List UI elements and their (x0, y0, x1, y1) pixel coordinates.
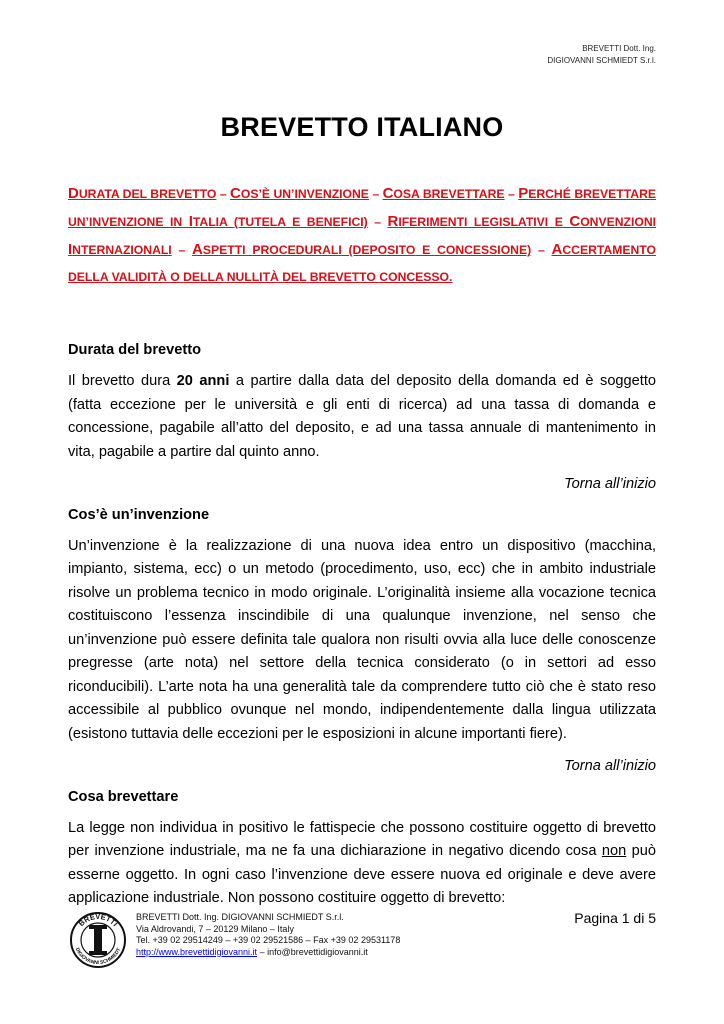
section-heading: Cos’è un’invenzione (68, 506, 210, 523)
main-content (68, 340, 656, 911)
document-header (547, 43, 656, 67)
toc-separator: – (368, 187, 383, 201)
back-to-top-link[interactable]: Torna all’inizio (564, 476, 656, 492)
section-heading: Durata del brevetto (68, 342, 201, 358)
toc-separator: – (504, 187, 519, 201)
toc-separator: – (367, 215, 388, 229)
toc-separator: – (171, 243, 193, 257)
footer-contact-info (136, 912, 400, 958)
company-logo (68, 910, 128, 970)
header-line-2: DIGIOVANNI SCHMIEDT S.r.l. (547, 56, 656, 65)
toc-link[interactable]: COSA BREVETTARE (382, 185, 505, 202)
toc-separator: – (216, 187, 231, 201)
back-to-top-link[interactable]: Torna all’inizio (564, 758, 656, 774)
page-number: Pagina 1 di 5 (574, 910, 656, 926)
footer-phone: Tel. +39 02 29514249 – +39 02 29521586 – Fax +39 02 29531178 (136, 935, 401, 945)
section-cosa (68, 787, 656, 911)
toc-link[interactable]: RIFERIMENTI LEGISLATIVI E CONVENZIONI INTERNAZIONALI (68, 213, 657, 258)
footer-company: BREVETTI Dott. Ing. DIGIOVANNI SCHMIEDT S.r.l. (136, 912, 344, 922)
toc-link[interactable]: DURATA DEL BREVETTO (68, 185, 217, 202)
bold-duration: 20 anni (176, 373, 230, 389)
website-link[interactable]: http://www.brevettidigiovanni.it (136, 946, 258, 957)
page-title: BREVETTO ITALIANO (220, 112, 504, 142)
paragraph: La legge non individua in positivo le fattispecie che possono costituire oggetto di brevetto per invenzione industriale, ma ne fa una dichiarazione in negativo dicendo cosa non può esserne oggetto. In ogni caso l’invenzione deve essere nuova ed originale e deve avere applicazione industriale. Non possono costituire oggetto di brevetto: (68, 819, 656, 906)
paragraph: Un’invenzione è la realizzazione di una nuova idea entro un dispositivo (macchina, impianto, sistema, ecc) o un metodo (procedimento, uso, ecc) che in ambito industriale risolve un problema tecnico in modo originale. L’originalità insieme alla vocazione tecnica costituiscono l’essenza inscindibile di una qualunque invenzione, nel senso che un’invenzione può essere definita tale qualora non risulti ovvia alla luce delle conoscenze pregresse (arte nota) nel settore della tecnica considerato (o in settori ad esso riconducibili). L’arte nota ha una generalità tale da comprendere tutto ciò che è stato reso accessibile al pubblico ovunque nel mondo, indipendentemente dalla lingua utilizzata (esistono tuttavia delle eccezioni per le esposizioni in alcune importanti fiere). (68, 537, 656, 742)
svg-text:BREVETTI: BREVETTI (76, 911, 120, 929)
footer-address: Via Aldrovandi, 7 – 20129 Milano – Italy (136, 923, 294, 934)
toc-link[interactable]: ACCERTAMENTO DELLA VALIDITÀ O DELLA NULLITÀ DEL BREVETTO CONCESSO. (68, 241, 657, 284)
footer-email: – info@brevettidigiovanni.it (257, 946, 368, 957)
section-heading: Cosa brevettare (68, 788, 179, 805)
underlined-word: non (601, 843, 627, 859)
svg-text:DIGIOVANNI SCHMIEDT: DIGIOVANNI SCHMIEDT (73, 947, 123, 967)
toc-link[interactable]: ASPETTI PROCEDURALI (DEPOSITO E CONCESSIONE) (192, 241, 532, 258)
section-durata (68, 340, 656, 497)
page-footer (68, 908, 656, 978)
paragraph: Il brevetto dura 20 anni a partire dalla data del deposito della domanda ed è soggetto (fatta eccezione per le università e gli enti di ricerca) ad una tassa di domanda e concessione, pagabile all’atto del deposito, e ad una tassa annuale di mantenimento in vita, pagabile a partire dal quinto anno. (68, 373, 657, 460)
toc-separator: – (531, 243, 552, 257)
section-invenzione (68, 505, 656, 779)
logo-seal-icon (68, 910, 128, 970)
header-line-1: BREVETTI Dott. Ing. (582, 44, 656, 53)
table-of-contents (68, 180, 656, 291)
toc-link[interactable]: COS’È UN’INVENZIONE (230, 185, 369, 202)
toc-link[interactable]: PERCHÉ BREVETTARE UN’INVENZIONE IN ITALIA (TUTELA E BENEFICI) (68, 185, 657, 230)
